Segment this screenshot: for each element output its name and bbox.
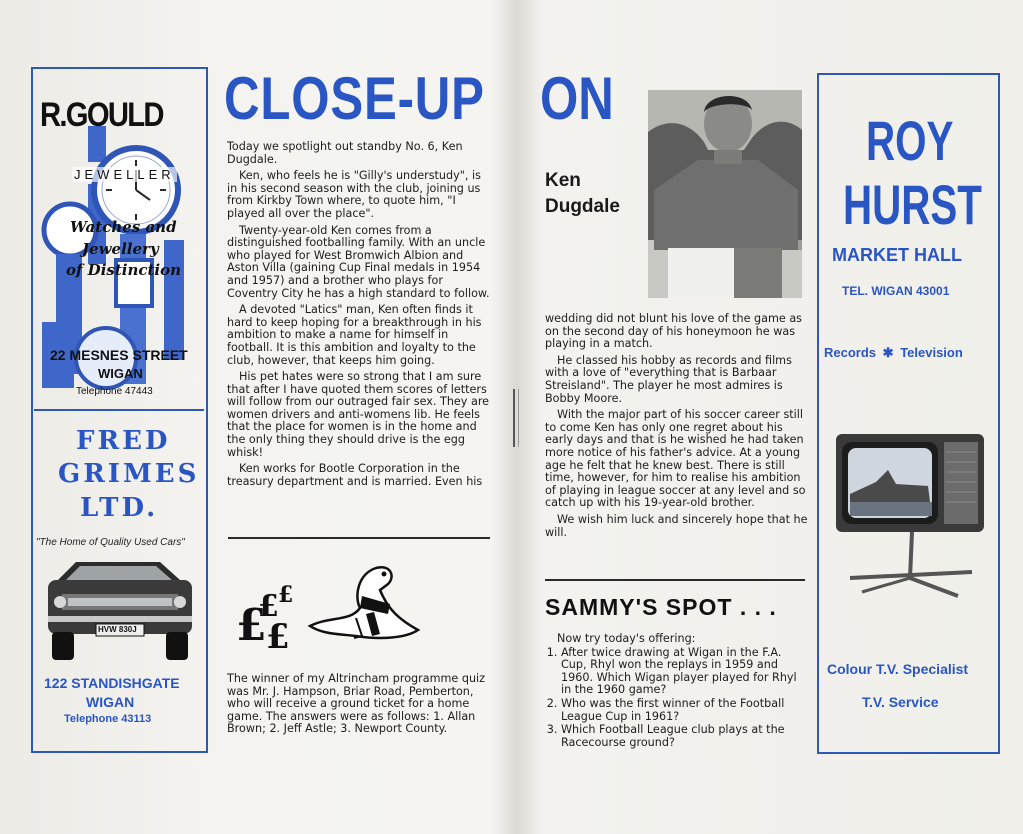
article-column-1 <box>227 141 490 492</box>
article-paragraph: We wish him luck and sincerely hope that he will. <box>545 512 808 539</box>
sammys-spot-title: SAMMY'S SPOT . . . <box>545 594 777 620</box>
gould-trade: JEWELLER <box>74 167 175 182</box>
services-records: Records <box>824 345 877 360</box>
svg-text:£: £ <box>266 617 290 656</box>
gould-tagline-3: of Distinction <box>66 261 182 279</box>
article-paragraph: Ken, who feels he is "Gilly's understudy", is in his second season with the club, joining us from Kirkby Town where, to quote him, "I played all over the place". <box>227 169 481 220</box>
subject-first-name: Ken <box>545 170 581 191</box>
television-illustration <box>836 432 986 600</box>
player-photo <box>648 90 802 298</box>
advert-divider <box>34 409 204 411</box>
grimes-name-2: GRIMES <box>58 459 200 489</box>
article-paragraph: Ken works for Bootle Corporation in the treasury department and is married. Even his <box>227 462 483 488</box>
star-icon: ✱ <box>882 345 894 360</box>
sammys-spot-quiz <box>545 633 809 750</box>
grimes-tagline: "The Home of Quality Used Cars" <box>36 537 185 548</box>
subject-last-name: Dugdale <box>545 196 620 217</box>
gould-town: WIGAN <box>98 366 143 381</box>
grimes-plate: HVW 830J <box>98 625 137 634</box>
used-car-illustration <box>44 558 196 664</box>
gould-name: R.GOULD <box>40 96 163 134</box>
headline-close-up: CLOSE-UP <box>224 65 485 132</box>
svg-text:£: £ <box>278 582 294 608</box>
quiz-questions <box>545 647 809 750</box>
article-paragraph: He classed his hobby as records and films with a love of "everything that is Barbaar Streisland". The player he most admires is Bobby Moore. <box>545 353 792 405</box>
quiz-question: 2. Who was the first winner of the Football League Cup in 1961? <box>561 698 809 723</box>
gould-tagline-1: Watches and <box>70 218 177 236</box>
grimes-phone: Telephone 43113 <box>64 713 152 725</box>
headline-on: ON <box>540 65 614 132</box>
hurst-specialist: Colour T.V. Specialist <box>827 661 969 677</box>
hurst-phone: TEL. WIGAN 43001 <box>842 284 950 298</box>
svg-text:£: £ <box>258 589 279 624</box>
gould-address: 22 MESNES STREET <box>50 347 188 363</box>
article-paragraph: A devoted "Latics" man, Ken often finds it hard to keep hoping for a breakthrough in his ambition to make a name for himself in football. It is this ambition and loyalty to the club, however, that keeps him going. <box>227 303 482 367</box>
gould-phone: Telephone 47443 <box>76 386 153 397</box>
column-1-divider <box>228 537 490 539</box>
article-paragraph: Today we spotlight out standby No. 6, Ken Dugdale. <box>227 140 463 166</box>
svg-text:£: £ <box>236 600 267 651</box>
staple <box>513 389 519 447</box>
grimes-address: 122 STANDISHGATE <box>44 675 180 691</box>
grimes-name-1: FRED <box>76 426 171 456</box>
article-paragraph: wedding did not blunt his love of the game as on the second day of his honeymoon he was playing in a match. <box>545 312 803 351</box>
article-paragraph: Twenty-year-old Ken comes from a distinguished footballing family. With an uncle who played for West Bromwich Albion and Aston Villa (gaining Cup Final medals in 1954 and 1957) and a brother who plays for Coventry City he has a high standard to follow. <box>227 223 490 300</box>
article-paragraph: His pet hates were so strong that I am sure that after I have quoted them scores of letters will follow from our outraged fair sex. They are women drivers and anti-womens lib. He feels that the place for women is in the home and the only thing they should drive is the egg whisk! <box>227 370 490 459</box>
column-2-divider <box>545 579 805 581</box>
hurst-service: T.V. Service <box>862 694 939 710</box>
altrincham-quiz-result <box>227 673 490 740</box>
sammy-seal-illustration <box>230 556 430 656</box>
article-paragraph: With the major part of his soccer career still to come Ken has only one regret about his early days and that is he wished he had taken more notice of his father's advice. At a young age he felt that he knew best. There is still time, however, for him to realise his ambition of playing in league soccer at any level and so catch up with his 19-year-old brother. <box>545 408 806 510</box>
quiz-intro: Now try today's offering: <box>557 632 696 645</box>
article-column-2 <box>545 313 809 543</box>
quiz-question: 3. Which Football League club plays at the Racecourse ground? <box>561 724 809 749</box>
hurst-name-1: ROY <box>866 109 954 172</box>
quiz-question: 1. After twice drawing at Wigan in the F.A. Cup, Rhyl won the replays in 1959 and 1960. Which Wigan player played for Rhyl in the 1960 game? <box>561 647 809 697</box>
grimes-name-3: LTD. <box>80 493 159 523</box>
hurst-name-2: HURST <box>843 173 982 236</box>
gould-tagline-2: Jewellery <box>82 240 159 258</box>
grimes-town: WIGAN <box>86 694 135 710</box>
hurst-services <box>824 345 963 361</box>
quiz-result-paragraph: The winner of my Altrincham programme quiz was Mr. J. Hampson, Briar Road, Pemberton, who will receive a ground ticket for a home game. The answers were as follows: 1. Allan Brown; 2. Jeff Astle; 3. Newport County. <box>227 672 486 736</box>
services-television: Television <box>900 345 963 360</box>
hurst-location: MARKET HALL <box>832 245 962 265</box>
